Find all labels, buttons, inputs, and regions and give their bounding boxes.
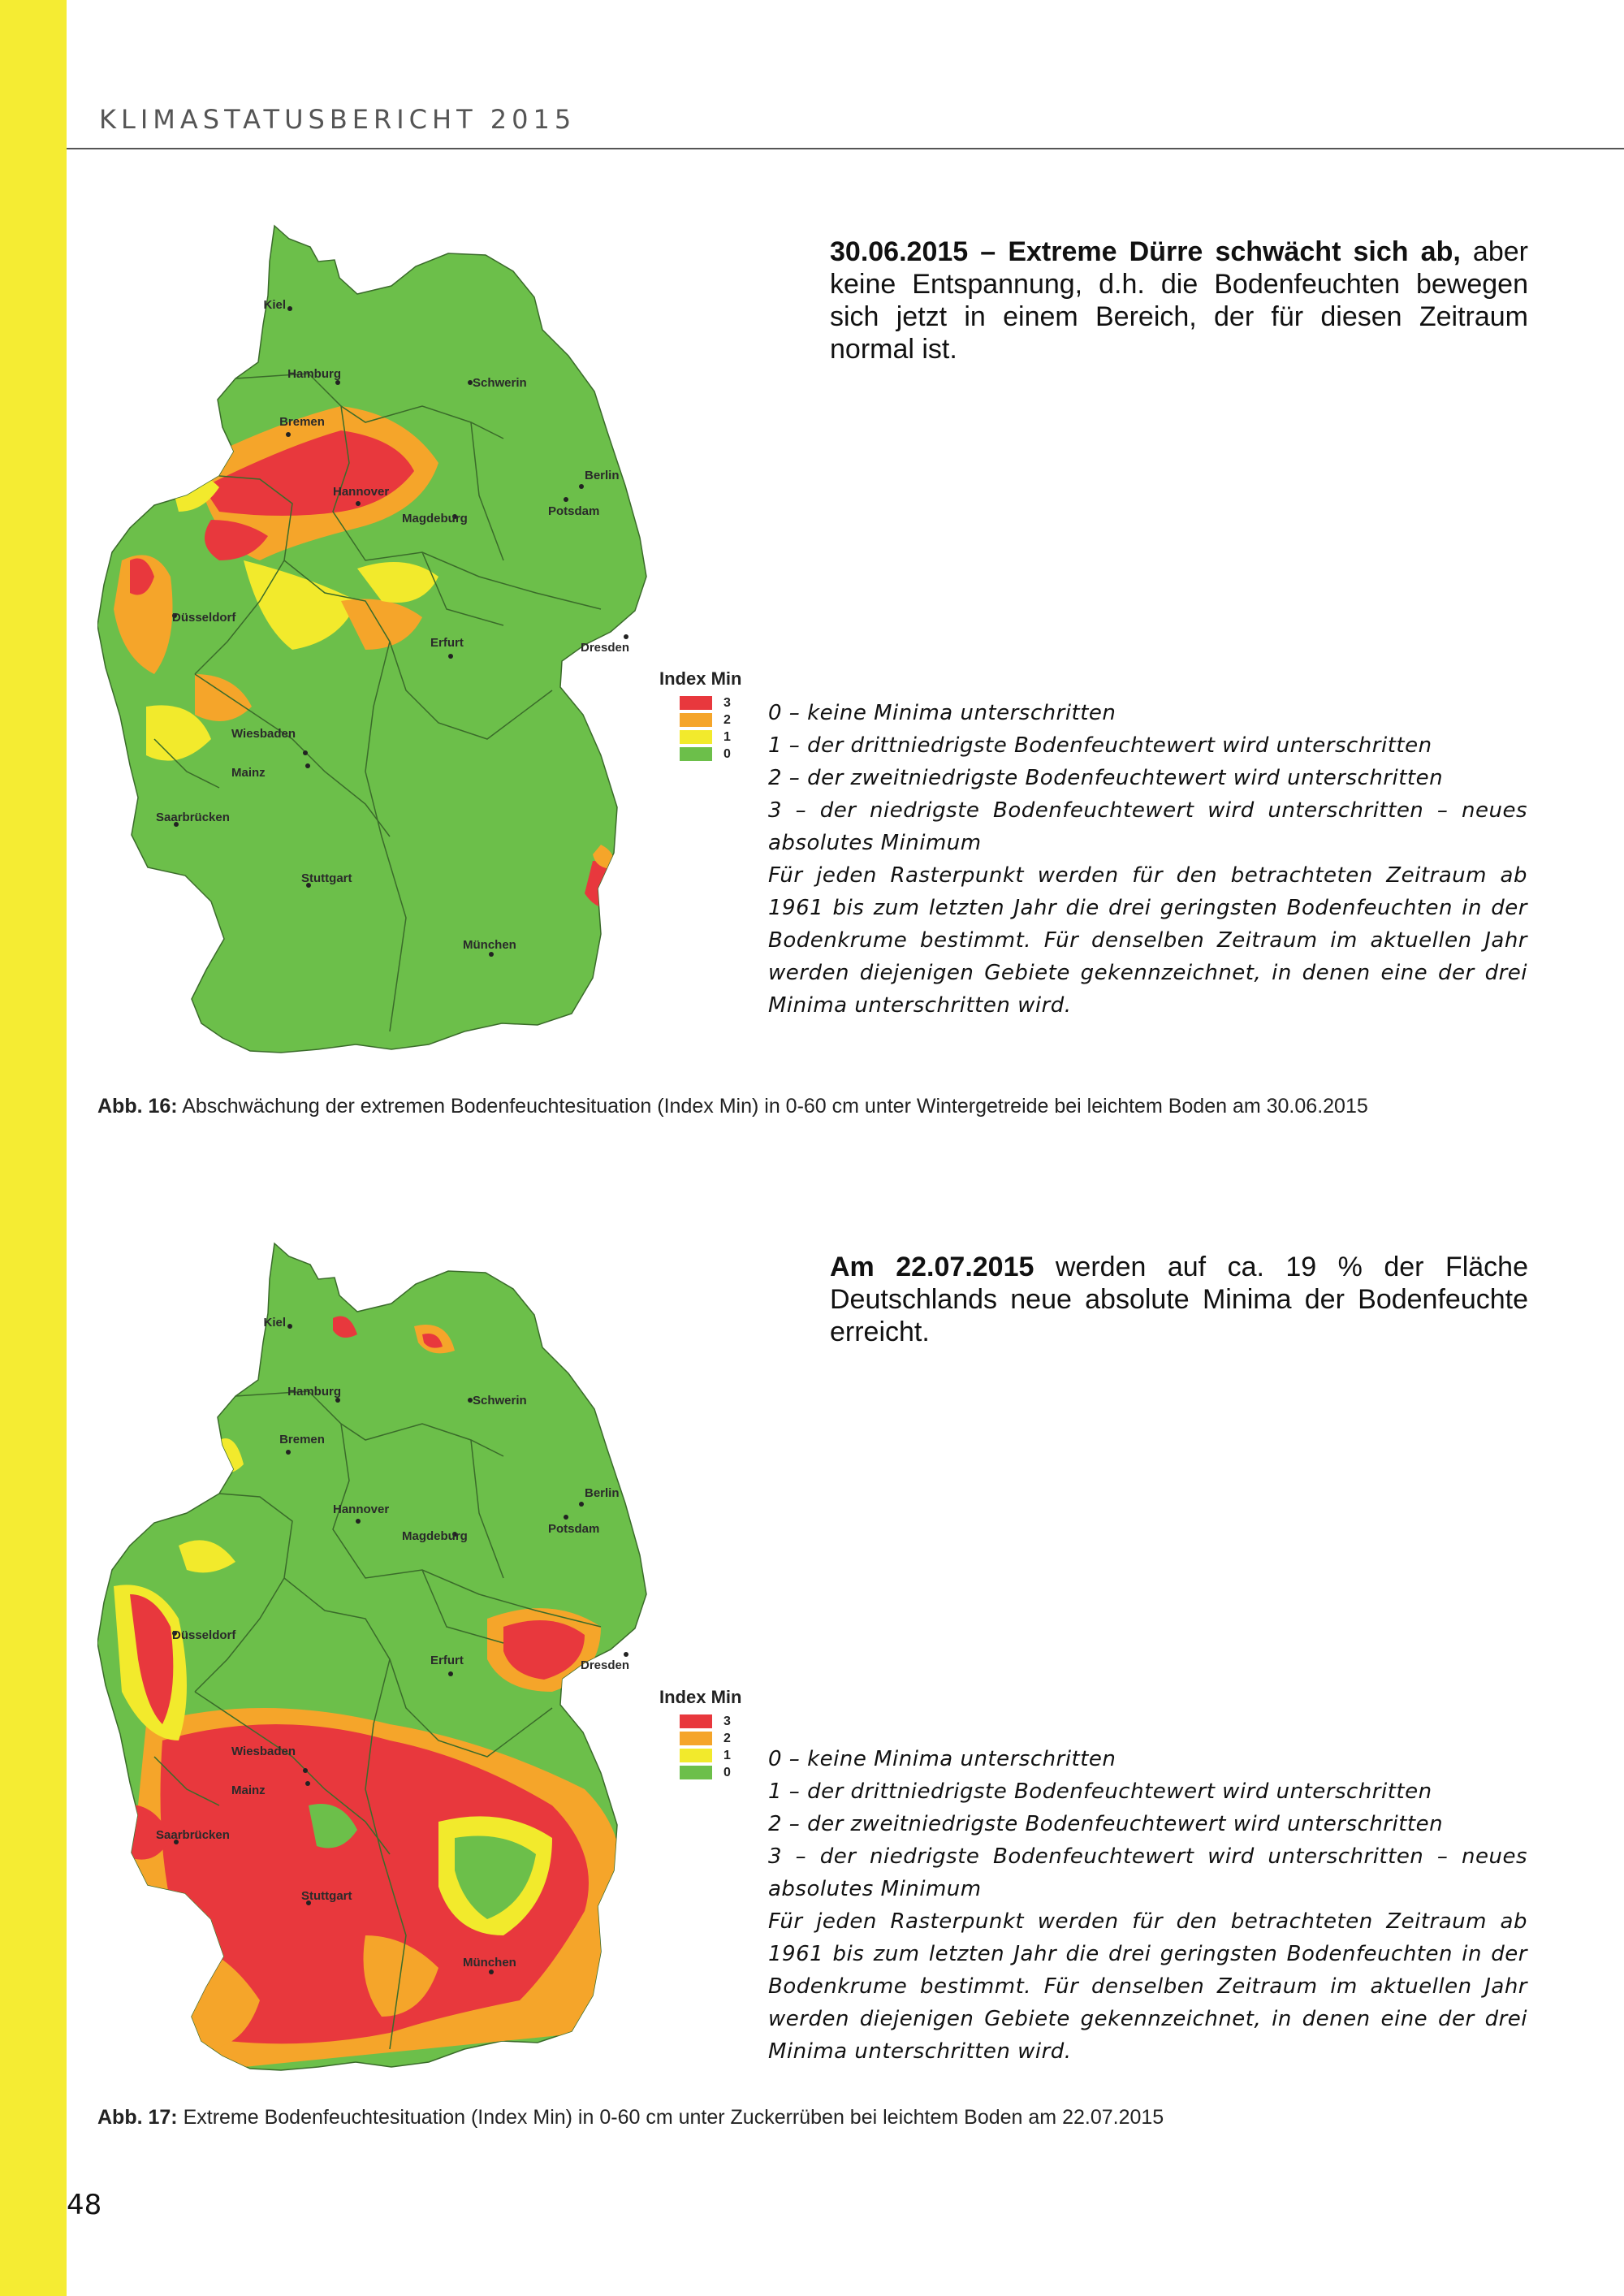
legend-description-figure-17 (768, 1743, 1527, 2068)
legend-desc-paragraph: Für jeden Rasterpunkt werden für den betrachteten Zeitraum ab 1961 bis zum letzten Jahr die drei geringsten Bodenfeuchten in der Bodenkrume bestimmt. Für denselben Zeitraum im aktuellen Jahr werden diejenigen Gebiete gekennzeichnet, in denen eine der drei Minima unterschritten wird. (768, 1909, 1527, 2064)
legend-desc-line-0: 0 – keine Minima unterschritten (768, 1747, 1116, 1771)
figure-16-heading (830, 236, 1528, 365)
city-label-magdeburg: Magdeburg (402, 1529, 468, 1543)
figure-16-heading-bold: 30.06.2015 – Extreme Dürre schwächt sich ab, (830, 236, 1461, 267)
legend-item-3: 3 (680, 694, 741, 711)
city-label-duesseldorf: Düsseldorf (172, 1628, 236, 1642)
legend-item-2: 2 (680, 1730, 741, 1747)
city-label-berlin: Berlin (585, 1486, 620, 1500)
running-header: KLIMASTATUSBERICHT 2015 (99, 104, 577, 135)
legend-item-0: 0 (680, 1764, 741, 1781)
legend-item-1: 1 (680, 1747, 741, 1764)
city-label-saarbruecken: Saarbrücken (156, 811, 230, 824)
legend-title: Index Min (659, 1687, 742, 1707)
legend-swatch-yellow (680, 1749, 712, 1762)
legend-swatch-orange (680, 1732, 712, 1745)
legend-desc-paragraph: Für jeden Rasterpunkt werden für den betrachteten Zeitraum ab 1961 bis zum letzten Jahr die drei geringsten Bodenfeuchten in der Bodenkrume bestimmt. Für denselben Zeitraum im aktuellen Jahr werden diejenigen Gebiete gekennzeichnet, in denen eine der drei Minima unterschritten wird. (768, 863, 1527, 1018)
legend-swatch-yellow (680, 730, 712, 744)
city-label-erfurt: Erfurt (430, 636, 464, 650)
legend-swatch-green (680, 747, 712, 761)
legend-desc-line-3: 3 – der niedrigste Bodenfeuchtewert wird unterschritten – neues absolutes Minimum (768, 1844, 1527, 1901)
city-label-stuttgart: Stuttgart (301, 1889, 352, 1903)
legend-desc-line-2: 2 – der zweitniedrigste Bodenfeuchtewert wird unterschritten (768, 1812, 1444, 1836)
page-number: 48 (67, 2189, 102, 2221)
city-label-kiel: Kiel (263, 1316, 286, 1330)
city-label-bremen: Bremen (279, 1433, 325, 1446)
legend-item-2: 2 (680, 711, 741, 729)
header-rule (67, 148, 1624, 149)
city-label-duesseldorf: Düsseldorf (172, 611, 236, 625)
figure-16-heading-text: aber keine Entspannung, d.h. die Bodenfeuchten bewegen sich jetzt in einem Bereich, der für diesen Zeitraum normal ist. (830, 236, 1528, 365)
city-label-berlin: Berlin (585, 469, 620, 482)
legend-desc-line-0: 0 – keine Minima unterschritten (768, 701, 1116, 725)
figure-17-caption (97, 2106, 1164, 2130)
city-label-saarbruecken: Saarbrücken (156, 1828, 230, 1842)
figure-17-caption-text: Extreme Bodenfeuchtesituation (Index Min) in 0-60 cm unter Zuckerrüben bei leichtem Boden am 22.07.2015 (177, 2106, 1164, 2129)
city-label-schwerin: Schwerin (473, 1394, 527, 1407)
yellow-sidebar (0, 0, 67, 2296)
legend-swatch-red (680, 1714, 712, 1728)
legend-item-0: 0 (680, 746, 741, 763)
germany-map-2015-07-22 (97, 1237, 666, 2073)
city-label-mainz: Mainz (231, 766, 266, 780)
city-label-erfurt: Erfurt (430, 1654, 464, 1667)
city-label-wiesbaden: Wiesbaden (231, 1745, 296, 1758)
figure-17-heading-text: werden auf ca. 19 % der Fläche Deutschlands neue absolute Minima der Bodenfeuchte erreicht. (830, 1252, 1529, 1347)
city-label-stuttgart: Stuttgart (301, 871, 352, 885)
figure-17-heading (830, 1251, 1528, 1348)
city-label-potsdam: Potsdam (548, 504, 600, 518)
legend-desc-line-1: 1 – der drittniedrigste Bodenfeuchtewert wird unterschritten (768, 733, 1432, 758)
legend-figure-17 (659, 1687, 741, 1781)
city-label-dresden: Dresden (581, 1658, 630, 1672)
legend-desc-line-3: 3 – der niedrigste Bodenfeuchtewert wird unterschritten – neues absolutes Minimum (768, 798, 1527, 855)
germany-map-2015-06-30 (97, 219, 666, 1056)
city-label-muenchen: München (463, 938, 516, 952)
city-label-dresden: Dresden (581, 641, 630, 655)
legend-desc-line-2: 2 – der zweitniedrigste Bodenfeuchtewert wird unterschritten (768, 766, 1444, 790)
city-label-hannover: Hannover (333, 1503, 390, 1516)
city-label-schwerin: Schwerin (473, 376, 527, 390)
city-label-muenchen: München (463, 1956, 516, 1970)
city-label-magdeburg: Magdeburg (402, 512, 468, 525)
legend-item-3: 3 (680, 1713, 741, 1730)
city-label-hannover: Hannover (333, 485, 390, 499)
figure-16-caption (97, 1095, 1368, 1118)
city-label-hamburg: Hamburg (287, 367, 341, 381)
city-label-potsdam: Potsdam (548, 1522, 600, 1536)
legend-title: Index Min (659, 668, 742, 689)
legend-figure-16 (659, 668, 741, 763)
legend-description-figure-16 (768, 697, 1527, 1022)
legend-swatch-orange (680, 713, 712, 727)
figure-17-heading-bold: Am 22.07.2015 (830, 1252, 1034, 1282)
legend-item-1: 1 (680, 729, 741, 746)
legend-desc-line-1: 1 – der drittniedrigste Bodenfeuchtewert wird unterschritten (768, 1779, 1432, 1804)
legend-swatch-red (680, 696, 712, 710)
figure-16-caption-label: Abb. 16: (97, 1095, 178, 1118)
city-label-wiesbaden: Wiesbaden (231, 727, 296, 741)
city-label-bremen: Bremen (279, 415, 325, 429)
city-label-mainz: Mainz (231, 1784, 266, 1797)
figure-16-caption-text: Abschwächung der extremen Bodenfeuchtesituation (Index Min) in 0-60 cm unter Wintergetreide bei leichtem Boden am 30.06.2015 (177, 1095, 1368, 1118)
legend-swatch-green (680, 1766, 712, 1779)
city-label-kiel: Kiel (263, 298, 286, 312)
figure-17-caption-label: Abb. 17: (97, 2106, 178, 2129)
city-label-hamburg: Hamburg (287, 1385, 341, 1399)
